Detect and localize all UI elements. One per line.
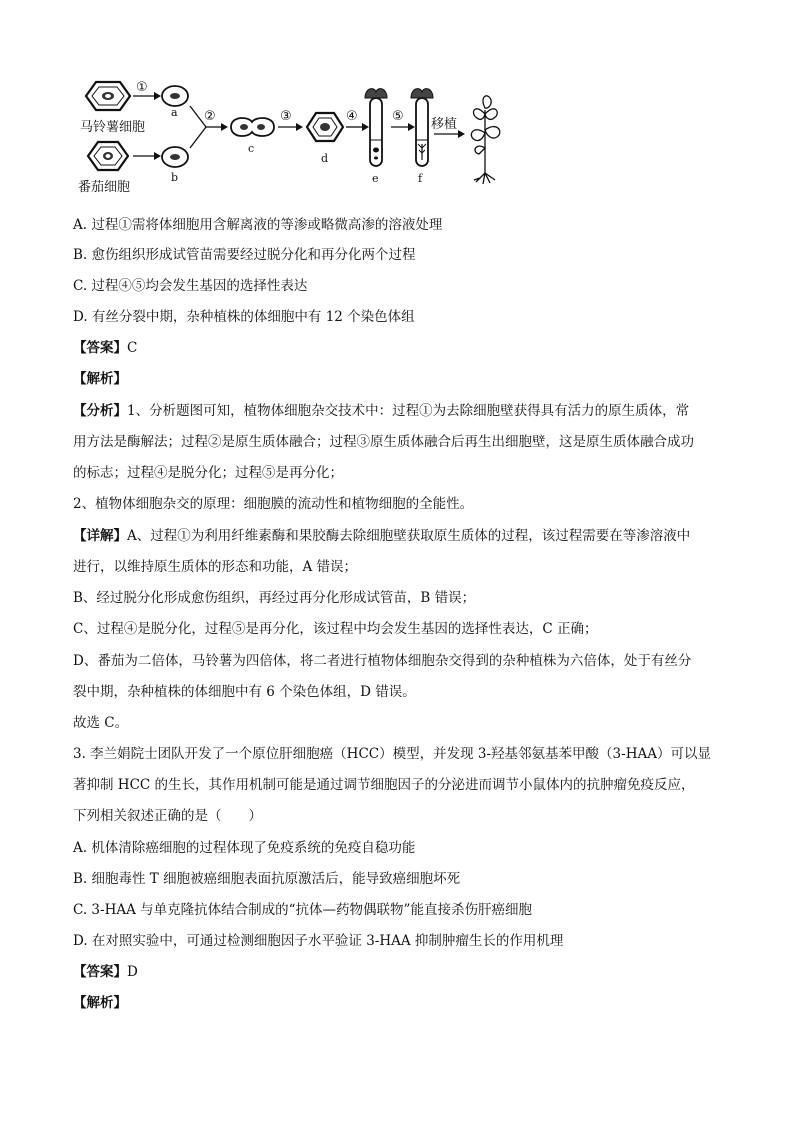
letter-a: a — [171, 106, 178, 119]
label-potato: 马铃薯细胞 — [80, 120, 146, 135]
protoplast-b-icon — [162, 147, 188, 167]
section-tag: 【答案】 — [73, 964, 127, 980]
line-text: D — [127, 964, 138, 980]
text-line — [73, 432, 694, 452]
line-text: B、经过脱分化形成愈伤组织，再经过再分化形成试管苗，B 错误； — [73, 590, 476, 606]
line-text: D. 在对照实验中，可通过检测细胞因子水平验证 3-HAA 抑制肿瘤生长的作用机理 — [73, 933, 564, 949]
line-text: A. 过程①需将体细胞用含解离液的等渗或略微高渗的溶液处理 — [73, 217, 443, 233]
step-4-label: ④ — [346, 109, 358, 124]
text-line — [73, 869, 460, 889]
line-text: 1、分析题图可知，植物体细胞杂交技术中：过程①为去除细胞壁获得具有活力的原生质体，常 — [127, 403, 690, 419]
text-line — [73, 900, 532, 920]
text-line — [73, 526, 690, 546]
text-line — [73, 369, 127, 389]
text-line — [73, 588, 475, 608]
line-text: 故选 C。 — [73, 715, 129, 731]
line-text: 2、植物体细胞杂交的原理：细胞膜的流动性和植物细胞的全能性。 — [73, 496, 474, 512]
fused-protoplast-c-icon — [231, 118, 274, 136]
potato-cell-icon — [86, 82, 130, 110]
step-1-label: ① — [136, 80, 148, 95]
line-text: D. 有丝分裂中期，杂种植株的体细胞中有 12 个染色体组 — [73, 309, 415, 325]
letter-f: f — [418, 172, 423, 185]
line-text: 裂中期，杂种植株的体细胞中有 6 个染色体组，D 错误。 — [73, 684, 416, 700]
cell-fusion-diagram — [78, 78, 508, 196]
line-text: B. 细胞毒性 T 细胞被癌细胞表面抗原激活后，能导致癌细胞坏死 — [73, 871, 461, 887]
text-line — [73, 619, 597, 639]
text-line — [73, 215, 442, 235]
hybrid-cell-d-icon — [307, 113, 343, 141]
step-2-label: ② — [204, 109, 216, 124]
text-line — [73, 651, 691, 671]
line-text: 用方法是酶解法；过程②是原生质体融合；过程③原生质体融合后再生出细胞壁，这是原生质体融合成功 — [73, 434, 694, 450]
text-line — [73, 307, 415, 327]
line-text: 的标志；过程④是脱分化；过程⑤是再分化； — [73, 465, 343, 481]
text-line — [73, 463, 343, 483]
text-line — [73, 806, 262, 826]
line-text: A. 机体清除癌细胞的过程体现了免疫系统的免疫自稳功能 — [73, 840, 416, 856]
section-tag: 【解析】 — [73, 371, 127, 387]
label-tomato: 番茄细胞 — [78, 180, 131, 195]
section-tag: 【解析】 — [73, 995, 127, 1011]
letter-e: e — [372, 172, 379, 185]
text-line — [73, 838, 415, 858]
text-line — [73, 775, 695, 795]
text-line — [73, 338, 137, 358]
transplant-label: 移植 — [431, 117, 458, 132]
text-line — [73, 993, 127, 1013]
protoplast-a-icon — [162, 86, 188, 106]
text-line — [73, 494, 473, 514]
line-text: B. 愈伤组织形成试管苗需要经过脱分化和再分化两个过程 — [73, 247, 416, 263]
line-text: 3. 李兰娟院士团队开发了一个原位肝细胞癌（HCC）模型，并发现 3-羟基邻氨基苯甲酸（3-HAA）可以显 — [73, 746, 711, 762]
letter-b: b — [171, 171, 179, 184]
text-line — [73, 276, 307, 296]
text-line — [73, 931, 563, 951]
line-text: C. 3-HAA 与单克隆抗体结合制成的“抗体—药物偶联物”能直接杀伤肝癌细胞 — [73, 902, 532, 918]
text-line — [73, 962, 138, 982]
tomato-cell-icon — [88, 142, 128, 170]
line-text: A、过程①为利用纤维素酶和果胶酶去除细胞壁获取原生质体的过程，该过程需要在等渗溶液中 — [127, 528, 691, 544]
line-text: 进行，以维持原生质体的形态和功能，A 错误； — [73, 559, 358, 575]
line-text: C. 过程④⑤均会发生基因的选择性表达 — [73, 278, 308, 294]
text-line — [73, 245, 416, 265]
text-line — [73, 557, 357, 577]
step-5-label: ⑤ — [392, 109, 404, 124]
section-tag: 【答案】 — [73, 340, 127, 356]
letter-c: c — [248, 142, 255, 155]
letter-d: d — [321, 152, 329, 165]
line-text: C、过程④是脱分化，过程⑤是再分化，该过程中均会发生基因的选择性表达，C 正确； — [73, 621, 598, 637]
step-3-label: ③ — [280, 109, 292, 124]
regenerated-plant-icon — [471, 96, 499, 184]
text-line — [73, 713, 128, 733]
line-text: D、番茄为二倍体，马铃薯为四倍体，将二者进行植物体细胞杂交得到的杂种植株为六倍体，处于有丝分 — [73, 653, 692, 669]
section-tag: 【详解】 — [73, 528, 127, 544]
text-line — [73, 682, 416, 702]
section-tag: 【分析】 — [73, 403, 127, 419]
line-text: C — [127, 340, 138, 356]
text-line — [73, 401, 689, 421]
text-line — [73, 744, 711, 764]
line-text: 下列相关叙述正确的是（ ） — [73, 808, 262, 824]
line-text: 著抑制 HCC 的生长，其作用机制可能是通过调节细胞因子的分泌进而调节小鼠体内的抗肿瘤免疫反应， — [73, 777, 695, 793]
